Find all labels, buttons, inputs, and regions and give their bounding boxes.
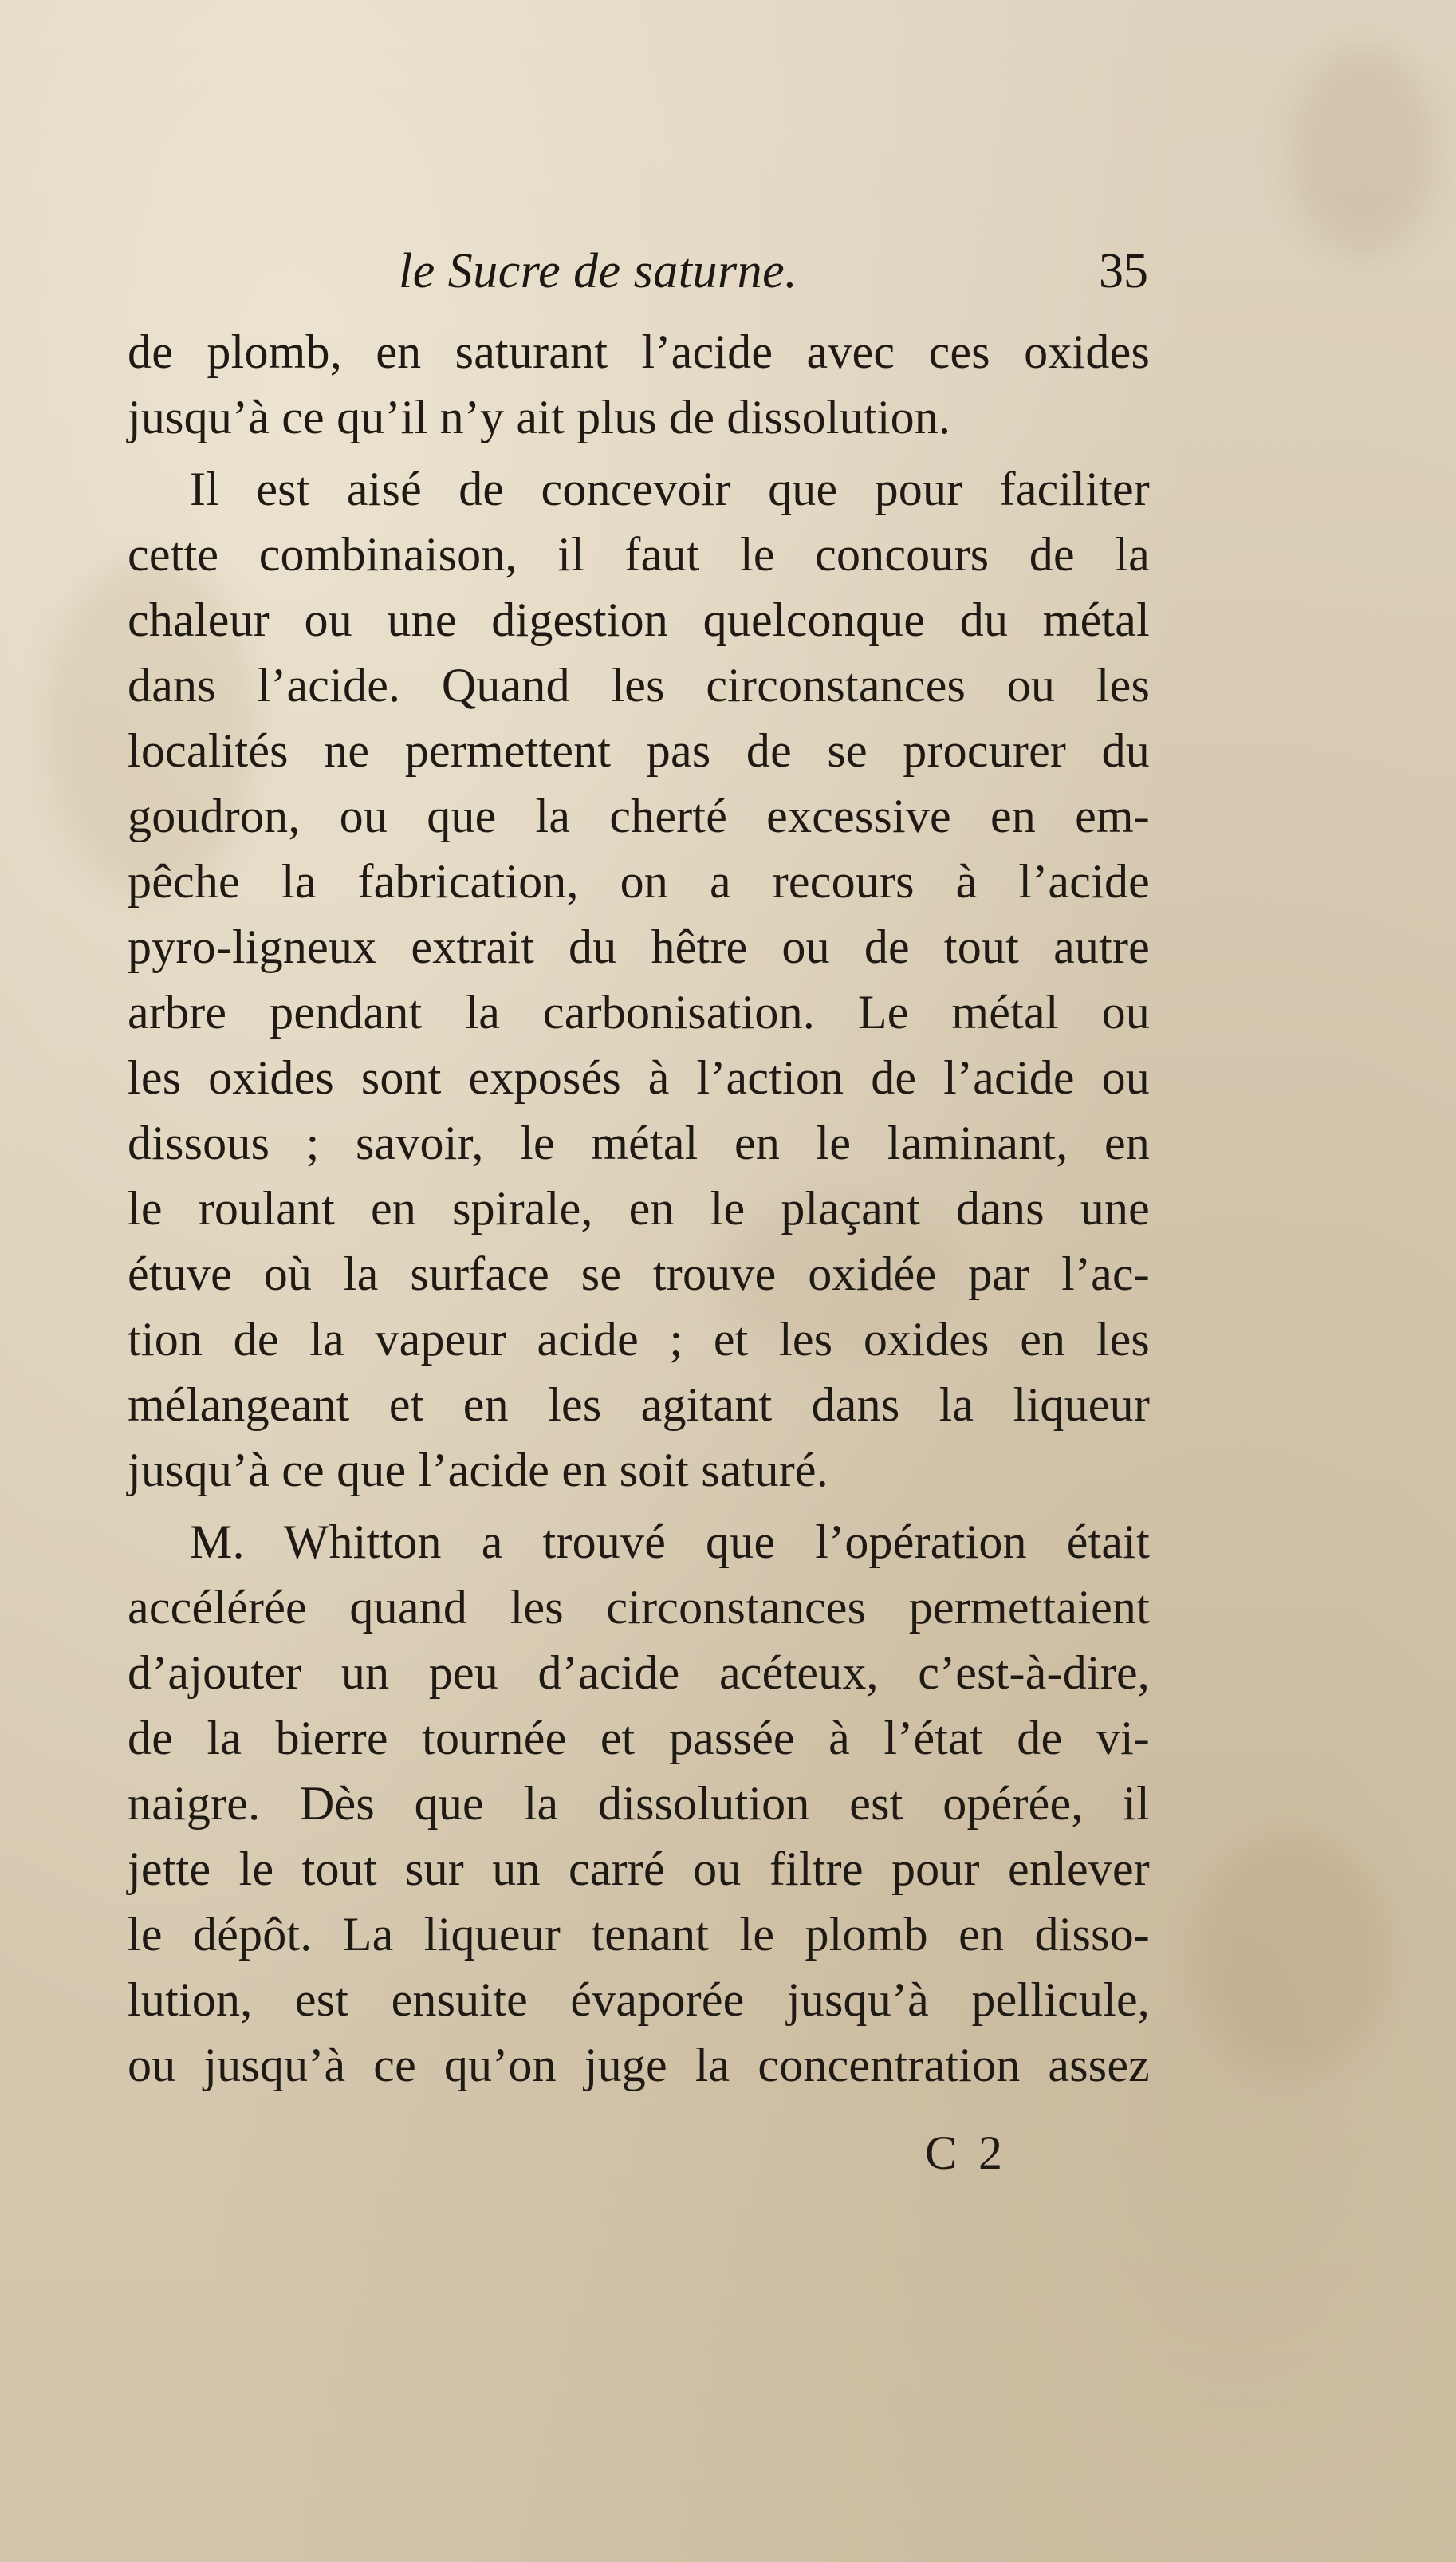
text-line: arbre pendant la carbonisation. Le métal ou: [128, 986, 1150, 1039]
page-number: 35: [1099, 244, 1148, 298]
text-line: de la bierre tournée et passée à l’état de vi-: [128, 1712, 1150, 1764]
text-line: le roulant en spirale, en le plaçant dans une: [128, 1182, 1150, 1235]
text-line: tion de la vapeur acide ; et les oxides en les: [128, 1313, 1150, 1366]
text-line: goudron, ou que la cherté excessive en em-: [128, 790, 1150, 842]
text-line: accélérée quand les circonstances permettaient: [128, 1581, 1150, 1634]
text-line: pêche la fabrication, on a recours à l’acide: [128, 855, 1150, 908]
text-line: mélangeant et en les agitant dans la liqueur: [128, 1378, 1150, 1431]
text-line: jusqu’à ce qu’il n’y ait plus de dissolution.: [128, 391, 951, 443]
paper-stain: [1292, 48, 1435, 255]
text-line: les oxides sont exposés à l’action de l’acide ou: [128, 1051, 1150, 1104]
text-line: d’ajouter un peu d’acide acéteux, c’est-à-dire,: [128, 1646, 1150, 1699]
running-title: le Sucre de saturne.: [399, 244, 798, 298]
text-line: Il est aisé de concevoir que pour faciliter: [190, 463, 1150, 515]
running-head: [120, 243, 1148, 307]
text-line: étuve où la surface se trouve oxidée par l’ac-: [128, 1247, 1150, 1300]
text-line: jusqu’à ce que l’acide en soit saturé.: [128, 1444, 828, 1496]
text-line: cette combinaison, il faut le concours de la: [128, 528, 1150, 581]
text-line: le dépôt. La liqueur tenant le plomb en disso-: [128, 1908, 1150, 1961]
text-line: pyro-ligneux extrait du hêtre ou de tout autre: [128, 920, 1150, 973]
text-line: de plomb, en saturant l’acide avec ces oxides: [128, 325, 1150, 378]
text-line: jette le tout sur un carré ou filtre pour enlever: [128, 1843, 1150, 1895]
text-line: ou jusqu’à ce qu’on juge la concentration assez: [128, 2039, 1150, 2091]
text-line: localités ne permettent pas de se procurer du: [128, 724, 1150, 777]
text-line: M. Whitton a trouvé que l’opération était: [190, 1516, 1150, 1568]
signature-mark: C 2: [925, 2126, 1008, 2179]
paper-stain: [1196, 1835, 1387, 2074]
text-line: chaleur ou une digestion quelconque du métal: [128, 593, 1150, 646]
body-text: [128, 319, 1150, 2098]
text-line: dissous ; savoir, le métal en le laminant, en: [128, 1117, 1150, 1169]
text-line: naigre. Dès que la dissolution est opérée, il: [128, 1777, 1150, 1830]
text-line: dans l’acide. Quand les circonstances ou les: [128, 659, 1150, 711]
text-line: lution, est ensuite évaporée jusqu’à pellicule,: [128, 1973, 1150, 2026]
